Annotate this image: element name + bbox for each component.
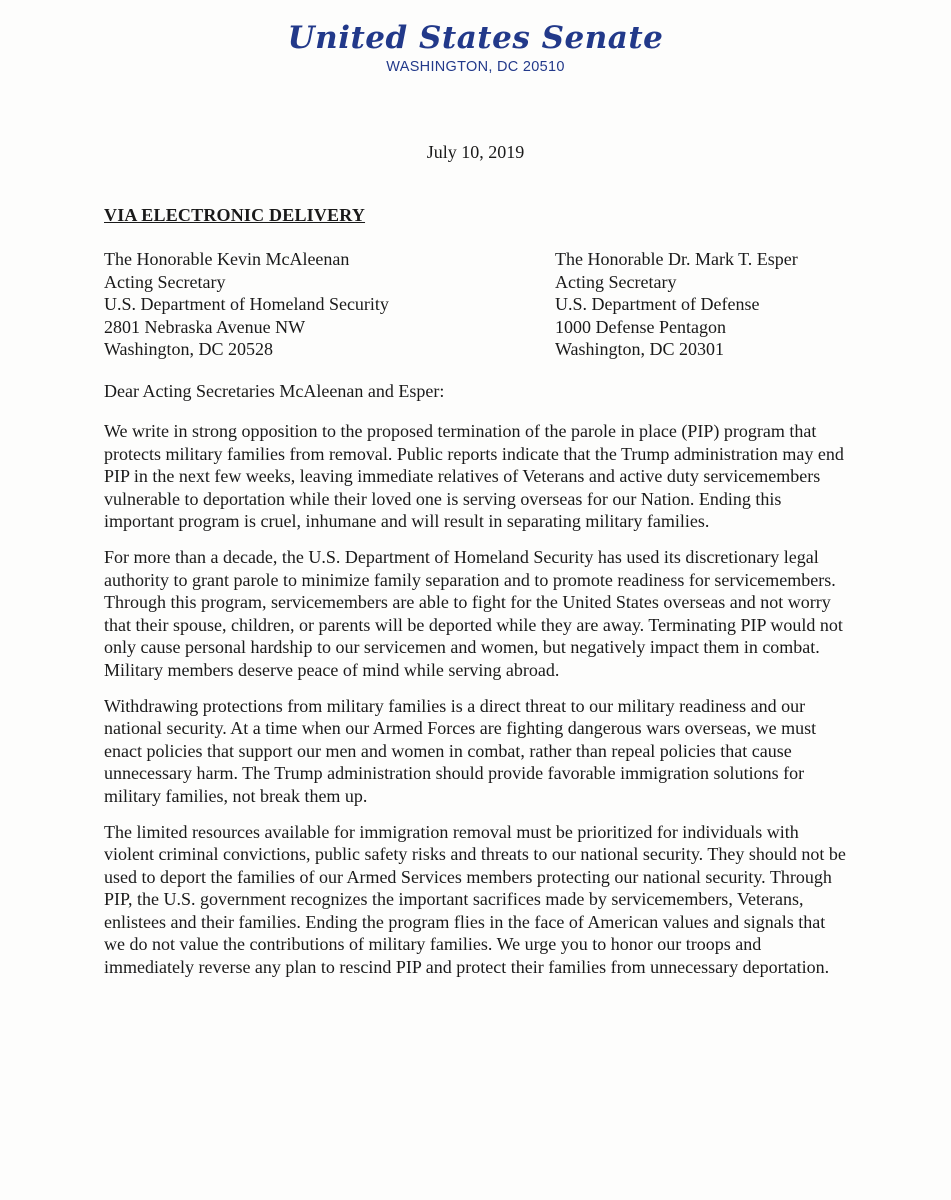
address-line: The Honorable Kevin McAleenan: [104, 249, 350, 269]
delivery-method: VIA ELECTRONIC DELIVERY: [104, 205, 366, 225]
address-line: U.S. Department of Defense: [555, 294, 760, 314]
letterhead-title: United States Senate: [287, 20, 664, 56]
body-paragraph: For more than a decade, the U.S. Department of Homeland Security has used its discretionary legal authority to grant parole to minimize family separation and to promote readiness for servicemembers. Through this program, servicemembers are able to fight for the United States overseas and not worry that their spouse, children, or parents will be deported while they are away. Terminating PIP would not only cause personal hardship to our servicemen and women, but negatively impact them in combat. Military members deserve peace of mind while serving abroad.: [104, 546, 843, 680]
address-line: U.S. Department of Homeland Security: [104, 294, 389, 314]
body-paragraph: The limited resources available for immigration removal must be prioritized for individuals with violent criminal convictions, public safety risks and threats to our national security. They should not be used to deport the families of our Armed Services members protecting our national security. Through PIP, the U.S. government recognizes the important sacrifices made by servicemembers, Veterans, enlistees and their families. Ending the program flies in the face of American values and signals that we do not value the contributions of military families. We urge you to honor our troops and immediately reverse any plan to rescind PIP and protect their families from unnecessary deportation.: [104, 821, 846, 978]
address-line: Acting Secretary: [555, 271, 677, 292]
address-line: Acting Secretary: [104, 271, 226, 292]
address-line: Washington, DC 20301: [555, 339, 725, 359]
salutation: Dear Acting Secretaries McAleenan and Esper:: [104, 381, 445, 401]
recipient-address-right: [555, 248, 798, 361]
recipient-address-left: [104, 248, 389, 361]
address-line: Washington, DC 20528: [104, 339, 274, 359]
body-paragraph: Withdrawing protections from military families is a direct threat to our military readiness and our national security. At a time when our Armed Forces are fighting dangerous wars overseas, we must enact policies that support our men and women in combat, rather than repeal policies that cause unnecessary harm. The Trump administration should provide favorable immigration solutions for military families, not break them up.: [104, 695, 817, 806]
letterhead: [0, 20, 951, 76]
address-line: 2801 Nebraska Avenue NW: [104, 316, 306, 337]
letter-date: July 10, 2019: [426, 142, 525, 162]
address-line: The Honorable Dr. Mark T. Esper: [555, 249, 798, 269]
letter-body: [104, 420, 846, 992]
letterhead-location: WASHINGTON, DC 20510: [386, 59, 565, 75]
body-paragraph: We write in strong opposition to the proposed termination of the parole in place (PIP) program that protects military families from removal. Public reports indicate that the Trump administration may end PIP in the next few weeks, leaving immediate relatives of Veterans and active duty servicemembers vulnerable to deportation while their loved one is serving overseas for our Nation. Ending this important program is cruel, inhumane and will result in separating military families.: [104, 421, 844, 532]
address-line: 1000 Defense Pentagon: [555, 316, 726, 337]
